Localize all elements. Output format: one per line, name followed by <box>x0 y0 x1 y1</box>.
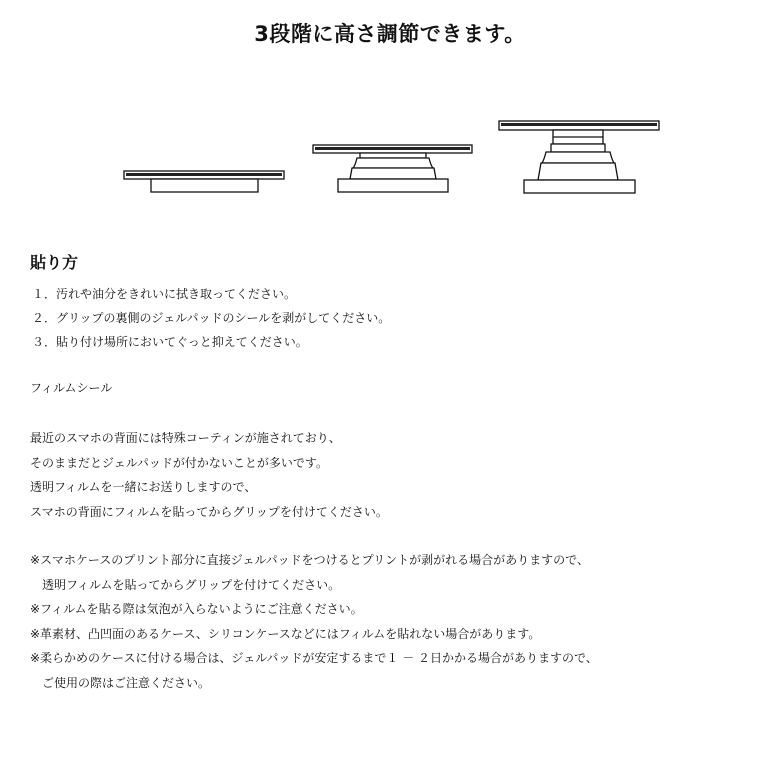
note-line: ※スマホケースのプリント部分に直接ジェルパッドをつけるとプリントが剥がれる場合がありますので、 <box>30 553 589 567</box>
grip-base <box>524 180 635 193</box>
note-line: ※革素材、凸凹面のあるケース、シリコンケースなどにはフィルムを貼れない場合があります。 <box>30 626 541 641</box>
how-to-apply-steps <box>32 282 390 354</box>
grip-base <box>151 179 258 192</box>
grip-shoulder <box>353 158 433 168</box>
grip-flare <box>350 168 436 179</box>
grip-flare <box>538 163 618 180</box>
film-seal-label: フィルムシール <box>30 381 113 395</box>
grip-base <box>338 179 448 192</box>
note-line: ご使用の際はご注意ください。 <box>42 675 211 690</box>
description-line: そのままだとジェルパッドが付かないことが多いです。 <box>30 455 328 470</box>
grip-shoulder <box>542 152 614 163</box>
step-item: ３．貼り付け場所においてぐっと抑えてください。 <box>32 335 308 349</box>
grip-high-level <box>499 121 659 193</box>
note-line: 透明フィルムを貼ってからグリップを付けてください。 <box>42 577 341 592</box>
grip-neck <box>551 144 605 152</box>
height-levels-illustration <box>0 110 780 210</box>
description-line: 最近のスマホの背面には特殊コーティンが施されており、 <box>30 431 341 445</box>
description-line: スマホの背面にフィルムを貼ってからグリップを付けてください。 <box>30 504 388 519</box>
step-item: １．汚れや油分をきれいに拭き取ってください。 <box>32 287 297 301</box>
note-line: ※柔らかめのケースに付ける場合は、ジェルパッドが安定するまで１ － ２日かかる場合がありますので、 <box>30 651 598 665</box>
description-line: 透明フィルムを一緒にお送りしますので、 <box>30 480 257 494</box>
step-item: ２．グリップの裏側のジェルパッドのシールを剥がしてください。 <box>32 311 391 325</box>
note-line: ※フィルムを貼る際は気泡が入らないようにご注意ください。 <box>30 602 363 616</box>
page-title: 3段階に高さ調節できます。 <box>254 22 526 46</box>
film-seal-description <box>30 426 388 524</box>
grip-neck <box>360 153 426 158</box>
how-to-apply-heading: 貼り方 <box>30 253 79 272</box>
caution-notes <box>30 548 598 695</box>
grip-middle-level <box>313 145 472 192</box>
grip-low-level <box>124 171 284 192</box>
